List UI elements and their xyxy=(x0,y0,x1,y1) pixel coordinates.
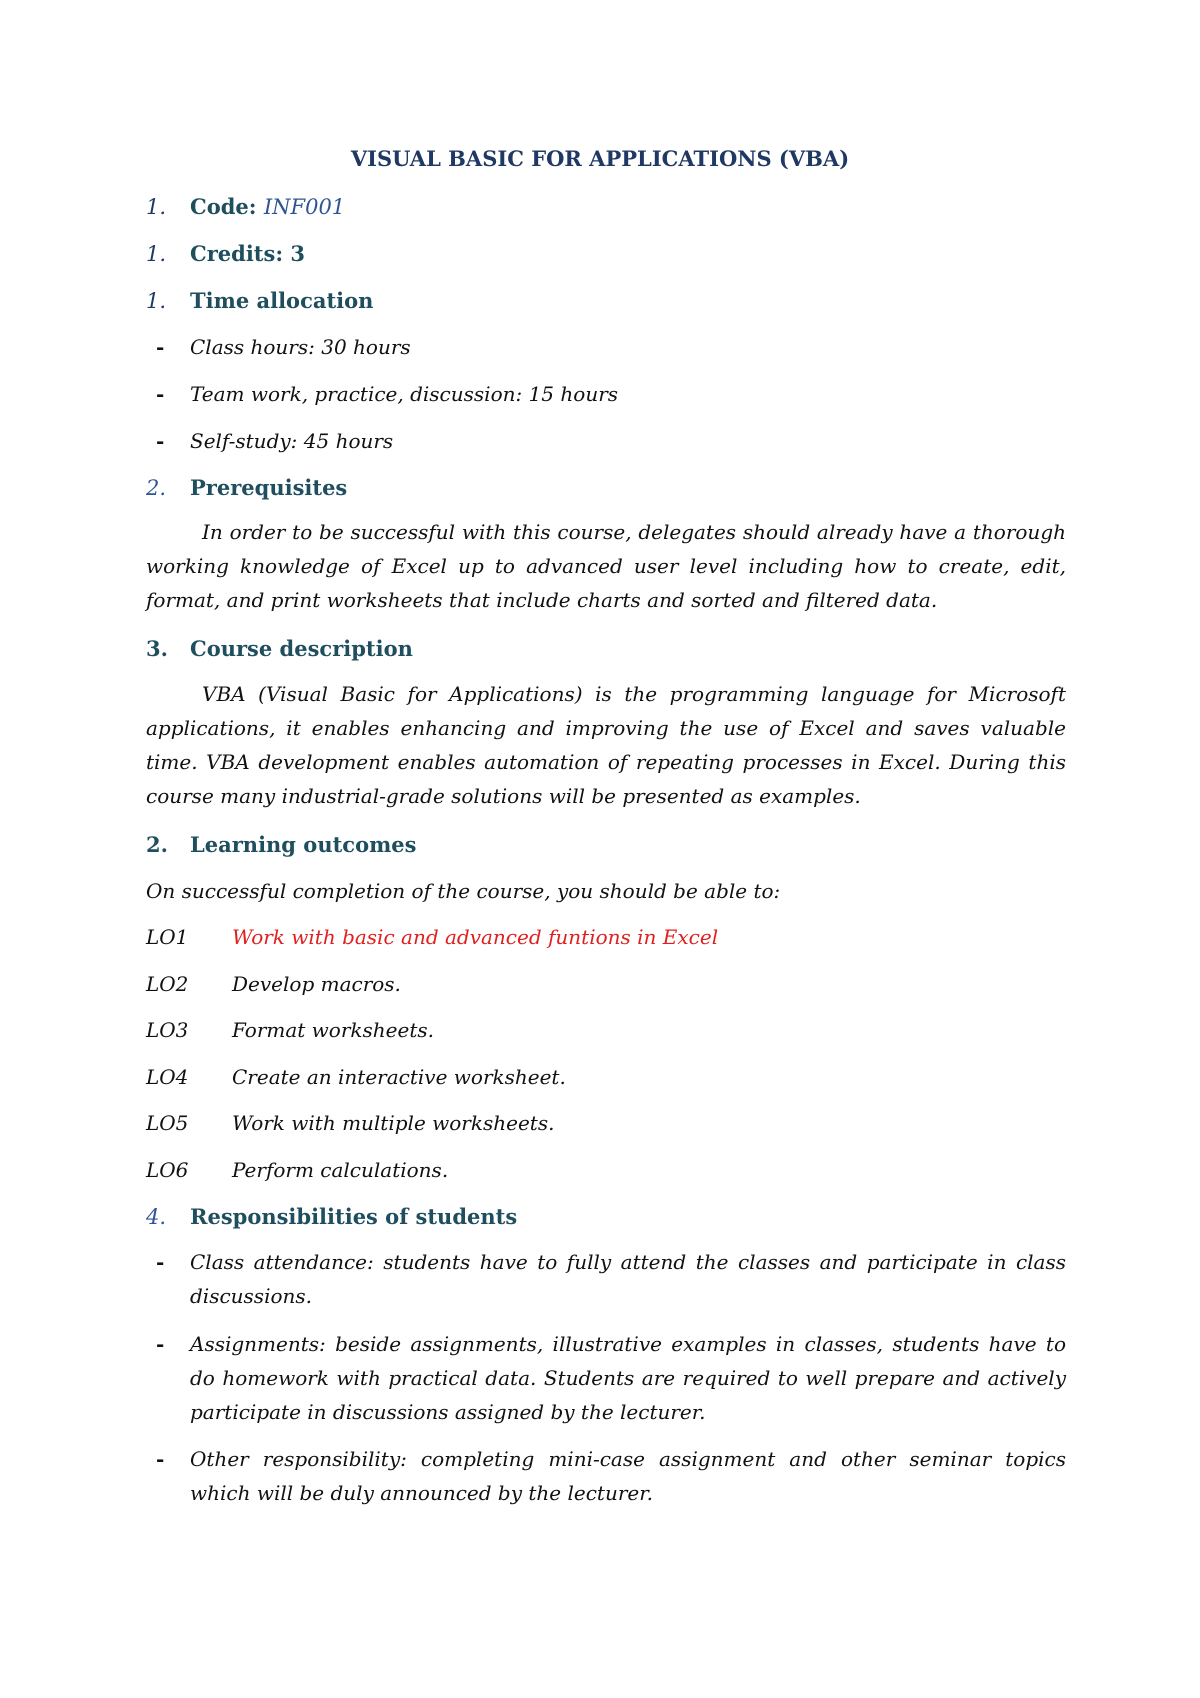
heading-number: 4. xyxy=(146,1205,167,1229)
lo-code: LO1 xyxy=(146,925,189,949)
lo-code: LO4 xyxy=(146,1065,189,1089)
time-item: - Team work, practice, discussion: 15 hours xyxy=(146,382,618,406)
learning-outcome-item xyxy=(146,1018,434,1042)
document-title: VISUAL BASIC FOR APPLICATIONS (VBA) xyxy=(350,146,850,171)
heading-time-allocation xyxy=(146,288,373,313)
lo-description: Work with multiple worksheets. xyxy=(232,1111,555,1135)
dash-bullet: - xyxy=(156,335,165,359)
dash-bullet: - xyxy=(156,382,165,406)
learning-outcome-item xyxy=(146,925,718,949)
heading-number: 2. xyxy=(146,476,167,500)
responsibility-item: - Other responsibility: completing mini-case assignment and other seminar topics which will be duly announced by the lecturer. xyxy=(146,1442,1066,1510)
lo-description: Perform calculations. xyxy=(232,1158,449,1182)
heading-number: 1. xyxy=(146,289,167,313)
heading-label: Prerequisites xyxy=(190,475,348,500)
lo-description: Format worksheets. xyxy=(232,1018,434,1042)
lo-description: Create an interactive worksheet. xyxy=(232,1065,566,1089)
heading-number: 2. xyxy=(146,832,168,857)
dash-bullet: - xyxy=(156,1447,165,1471)
heading-number: 3. xyxy=(146,636,168,661)
learning-outcome-item xyxy=(146,1065,566,1089)
learning-outcome-item xyxy=(146,972,401,996)
heading-credits xyxy=(146,241,305,266)
time-item: - Class hours: 30 hours xyxy=(146,335,411,359)
heading-course-description xyxy=(146,636,413,661)
heading-label: Time allocation xyxy=(190,288,374,313)
prerequisites-text: In order to be successful with this course, delegates should already have a thorough working knowledge of Excel up to advanced user level including how to create, edit, format, and print worksheets that include charts and sorted and filtered data. xyxy=(146,520,1066,612)
heading-learning-outcomes xyxy=(146,832,416,857)
lo-description: Work with basic and advanced funtions in Excel xyxy=(232,925,719,949)
heading-number: 1. xyxy=(146,242,167,266)
heading-responsibilities xyxy=(146,1204,517,1229)
lo-code: LO3 xyxy=(146,1018,189,1042)
dash-bullet: - xyxy=(156,429,165,453)
learning-outcome-item xyxy=(146,1158,448,1182)
learning-outcome-item xyxy=(146,1111,554,1135)
heading-code xyxy=(146,194,345,219)
course-description-text: VBA (Visual Basic for Applications) is the programming language for Microsoft applications, it enables enhancing and improving the use of Excel and saves valuable time. VBA development enables automation of repeating processes in Excel. During this course many industrial-grade solutions will be presented as examples. xyxy=(146,682,1066,808)
responsibility-item: - Class attendance: students have to fully attend the classes and participate in class discussions. xyxy=(146,1245,1066,1313)
heading-number: 1. xyxy=(146,195,167,219)
lo-code: LO5 xyxy=(146,1111,189,1135)
lo-description: Develop macros. xyxy=(232,972,401,996)
dash-bullet: - xyxy=(156,1332,165,1356)
heading-label: Learning outcomes xyxy=(190,832,417,857)
heading-label: Course description xyxy=(190,636,413,661)
dash-bullet: - xyxy=(156,1250,165,1274)
heading-label: Responsibilities of students xyxy=(190,1204,518,1229)
lo-code: LO6 xyxy=(146,1158,189,1182)
time-item: - Self-study: 45 hours xyxy=(146,429,393,453)
lo-code: LO2 xyxy=(146,972,189,996)
heading-prerequisites xyxy=(146,475,347,500)
heading-label: Credits: 3 xyxy=(190,241,305,266)
code-value: INF001 xyxy=(263,195,346,219)
learning-outcomes-intro: On successful completion of the course, you should be able to: xyxy=(146,879,781,903)
heading-label: Code: xyxy=(190,194,257,219)
responsibility-item: - Assignments: beside assignments, illustrative examples in classes, students have to do homework with practical data. Students are required to well prepare and actively participate in discussions assigned by the lecturer. xyxy=(146,1327,1066,1429)
